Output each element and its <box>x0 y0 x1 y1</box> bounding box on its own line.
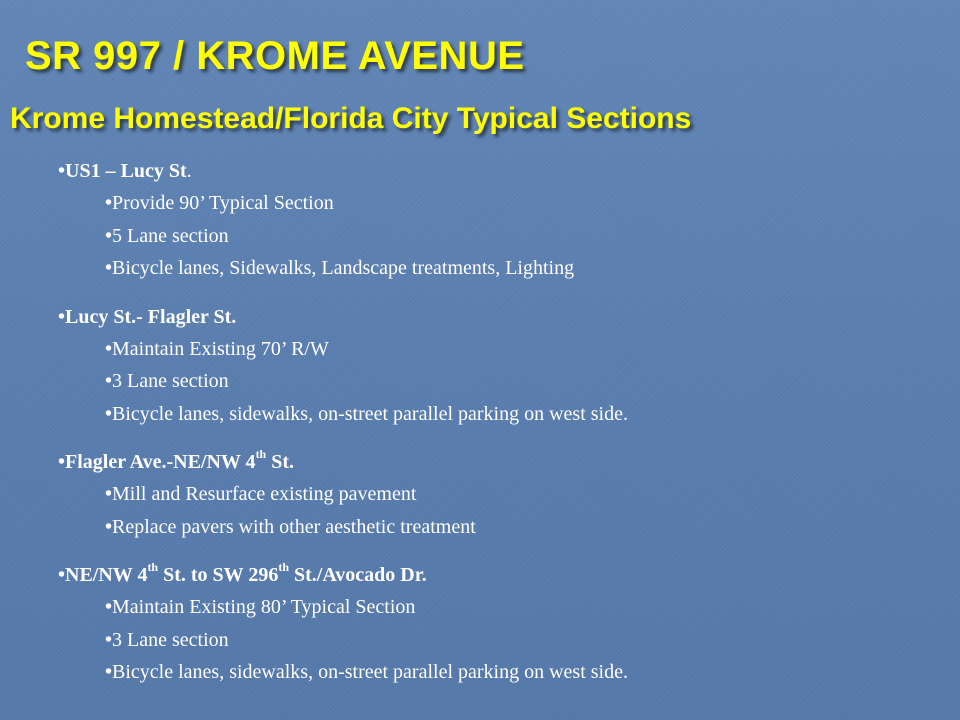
section-heading <box>58 560 938 591</box>
slide-title: SR 997 / KROME AVENUE <box>25 34 525 78</box>
bullet-icon: • <box>105 628 113 651</box>
item-text: Mill and Resurface existing pavement <box>112 483 417 505</box>
bullet-icon: • <box>58 451 66 473</box>
item-text: Provide 90’ Typical Section <box>112 192 334 214</box>
section-4th-avocado <box>58 560 938 689</box>
bullet-icon: • <box>105 224 113 247</box>
bullet-icon: • <box>105 192 113 214</box>
bullet-icon: • <box>105 483 113 505</box>
item-text: Replace pavers with other aesthetic treatment <box>112 515 476 538</box>
item-text: Maintain Existing 70’ R/W <box>112 337 329 360</box>
section-heading <box>58 156 938 187</box>
ordinal-suffix: th <box>278 560 289 575</box>
bullet-icon: • <box>58 305 66 328</box>
section-heading <box>58 302 938 333</box>
bullet-icon: • <box>58 564 66 586</box>
item-text: 5 Lane section <box>112 224 229 247</box>
section-flagler-4th <box>58 447 938 543</box>
bullet-icon: • <box>105 596 113 618</box>
list-item <box>58 187 938 220</box>
bullet-icon: • <box>58 160 66 182</box>
ordinal-suffix: th <box>255 447 267 462</box>
heading-text: Lucy St.- Flagler St. <box>65 305 237 328</box>
section-lucy-flagler <box>58 302 938 431</box>
item-text: 3 Lane section <box>112 628 229 651</box>
bullet-icon: • <box>105 515 113 538</box>
list-item <box>58 656 938 689</box>
item-text: Bicycle lanes, sidewalks, on-street parallel parking on west side. <box>112 402 628 425</box>
item-text: Bicycle lanes, Sidewalks, Landscape treatments, Lighting <box>112 257 575 279</box>
item-text: 3 Lane section <box>112 370 229 392</box>
heading-text-end: St./Avocado Dr. <box>289 564 427 586</box>
list-item <box>58 252 938 285</box>
ordinal-suffix: th <box>147 560 159 575</box>
heading-text-end: St. <box>266 451 295 473</box>
list-item <box>58 333 938 366</box>
section-us1-lucy <box>58 156 938 285</box>
list-item <box>58 511 938 544</box>
list-item <box>58 591 938 624</box>
list-item <box>58 398 938 431</box>
list-item <box>58 624 938 657</box>
item-text: Bicycle lanes, sidewalks, on-street parallel parking on west side. <box>112 661 628 683</box>
list-item <box>58 220 938 253</box>
item-text: Maintain Existing 80’ Typical Section <box>112 596 416 618</box>
section-heading <box>58 447 938 478</box>
slide-subtitle: Krome Homestead/Florida City Typical Sections <box>10 102 692 135</box>
bullet-icon: • <box>105 661 113 683</box>
bullet-icon: • <box>105 257 113 279</box>
list-item <box>58 365 938 398</box>
bullet-icon: • <box>105 370 113 392</box>
heading-text: Flagler Ave.-NE/NW 4 <box>65 451 256 473</box>
heading-period: . <box>186 160 192 182</box>
bullet-icon: • <box>105 337 113 360</box>
bullet-icon: • <box>105 402 113 425</box>
slide-content <box>58 156 938 706</box>
heading-text: US1 – Lucy St <box>65 160 187 182</box>
list-item <box>58 478 938 511</box>
heading-text-mid: St. to SW 296 <box>158 564 279 586</box>
heading-text: NE/NW 4 <box>65 564 148 586</box>
